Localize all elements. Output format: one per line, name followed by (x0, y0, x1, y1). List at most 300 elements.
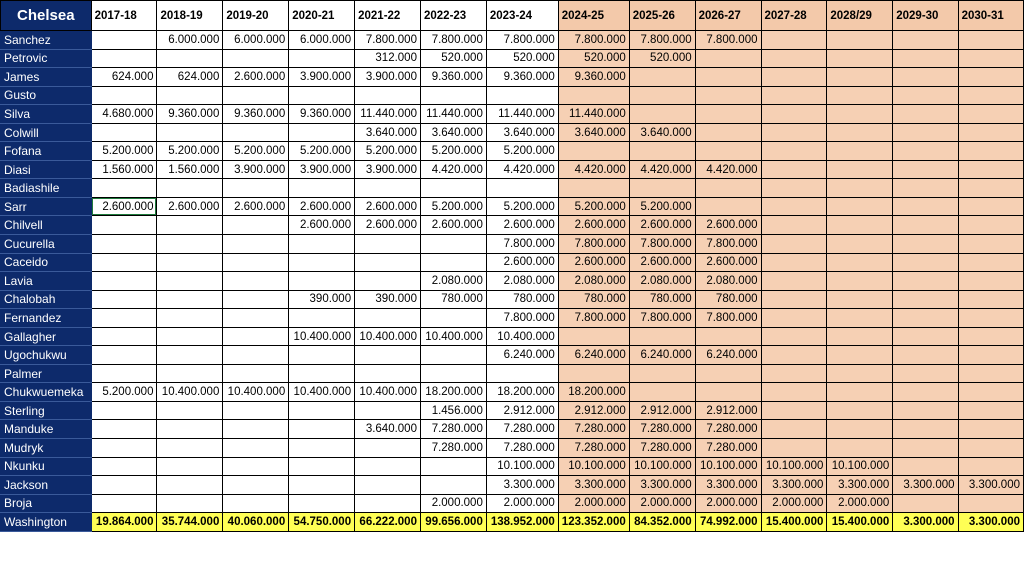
salary-cell[interactable]: 6.240.000 (629, 346, 695, 365)
salary-cell[interactable]: 5.200.000 (486, 197, 558, 216)
salary-cell[interactable] (629, 364, 695, 383)
salary-cell[interactable] (223, 327, 289, 346)
salary-cell[interactable]: 18.200.000 (558, 383, 629, 402)
salary-cell[interactable] (827, 179, 893, 198)
salary-cell[interactable]: 10.100.000 (827, 457, 893, 476)
salary-cell[interactable] (827, 290, 893, 309)
salary-cell[interactable]: 2.600.000 (695, 216, 761, 235)
salary-cell[interactable]: 520.000 (558, 49, 629, 68)
salary-cell[interactable] (893, 253, 958, 272)
player-name-cell[interactable]: Chilvell (1, 216, 92, 235)
total-cell[interactable]: 66.222.000 (355, 513, 421, 532)
salary-cell[interactable]: 2.080.000 (558, 272, 629, 291)
salary-cell[interactable]: 7.800.000 (629, 309, 695, 328)
salary-cell[interactable] (157, 364, 223, 383)
season-header[interactable]: 2024-25 (558, 1, 629, 31)
salary-cell[interactable]: 2.600.000 (355, 216, 421, 235)
salary-cell[interactable] (958, 457, 1023, 476)
salary-cell[interactable]: 2.000.000 (558, 494, 629, 513)
salary-cell[interactable] (761, 327, 827, 346)
salary-cell[interactable] (629, 86, 695, 105)
salary-cell[interactable]: 6.240.000 (486, 346, 558, 365)
salary-cell[interactable] (761, 290, 827, 309)
salary-cell[interactable] (289, 49, 355, 68)
salary-cell[interactable]: 5.200.000 (223, 142, 289, 161)
season-header[interactable]: 2025-26 (629, 1, 695, 31)
salary-cell[interactable] (355, 457, 421, 476)
salary-cell[interactable] (355, 272, 421, 291)
salary-cell[interactable] (893, 494, 958, 513)
salary-cell[interactable] (761, 346, 827, 365)
salary-cell[interactable] (827, 216, 893, 235)
salary-cell[interactable] (893, 364, 958, 383)
salary-cell[interactable]: 3.300.000 (827, 476, 893, 495)
salary-cell[interactable] (695, 364, 761, 383)
salary-cell[interactable]: 7.800.000 (695, 309, 761, 328)
salary-cell[interactable] (695, 86, 761, 105)
salary-cell[interactable] (893, 290, 958, 309)
salary-cell[interactable]: 10.400.000 (289, 383, 355, 402)
salary-cell[interactable]: 5.200.000 (629, 197, 695, 216)
salary-cell[interactable] (761, 364, 827, 383)
salary-cell[interactable] (91, 272, 157, 291)
salary-cell[interactable] (629, 142, 695, 161)
salary-cell[interactable]: 10.100.000 (558, 457, 629, 476)
salary-cell[interactable]: 3.640.000 (355, 420, 421, 439)
salary-cell[interactable]: 11.440.000 (355, 105, 421, 124)
player-name-cell[interactable]: Manduke (1, 420, 92, 439)
salary-cell[interactable] (157, 235, 223, 254)
salary-cell[interactable] (893, 105, 958, 124)
salary-cell[interactable] (91, 401, 157, 420)
salary-cell[interactable]: 2.912.000 (486, 401, 558, 420)
salary-cell[interactable] (289, 309, 355, 328)
salary-cell[interactable]: 520.000 (420, 49, 486, 68)
season-header[interactable]: 2021-22 (355, 1, 421, 31)
salary-cell[interactable] (827, 253, 893, 272)
salary-cell[interactable]: 3.640.000 (420, 123, 486, 142)
salary-cell[interactable]: 2.912.000 (629, 401, 695, 420)
salary-cell[interactable]: 3.900.000 (355, 68, 421, 87)
salary-cell[interactable]: 5.200.000 (157, 142, 223, 161)
salary-cell[interactable] (91, 364, 157, 383)
salary-cell[interactable] (355, 439, 421, 458)
salary-cell[interactable] (893, 457, 958, 476)
player-name-cell[interactable]: Chalobah (1, 290, 92, 309)
salary-cell[interactable] (420, 253, 486, 272)
salary-cell[interactable]: 312.000 (355, 49, 421, 68)
salary-cell[interactable] (289, 420, 355, 439)
salary-cell[interactable] (486, 364, 558, 383)
salary-cell[interactable] (958, 142, 1023, 161)
season-header[interactable]: 2020-21 (289, 1, 355, 31)
salary-cell[interactable] (695, 383, 761, 402)
salary-cell[interactable]: 780.000 (695, 290, 761, 309)
salary-cell[interactable] (827, 68, 893, 87)
salary-cell[interactable]: 2.912.000 (695, 401, 761, 420)
salary-cell[interactable]: 2.600.000 (91, 197, 157, 216)
salary-cell[interactable]: 2.600.000 (558, 253, 629, 272)
salary-cell[interactable] (355, 235, 421, 254)
salary-cell[interactable] (289, 346, 355, 365)
salary-cell[interactable] (827, 123, 893, 142)
player-name-cell[interactable]: Sterling (1, 401, 92, 420)
salary-cell[interactable] (893, 216, 958, 235)
salary-cell[interactable] (223, 364, 289, 383)
salary-cell[interactable] (761, 216, 827, 235)
salary-cell[interactable]: 2.080.000 (486, 272, 558, 291)
salary-cell[interactable]: 11.440.000 (558, 105, 629, 124)
salary-cell[interactable] (958, 179, 1023, 198)
total-cell[interactable]: 123.352.000 (558, 513, 629, 532)
salary-cell[interactable] (157, 327, 223, 346)
salary-cell[interactable]: 5.200.000 (355, 142, 421, 161)
salary-cell[interactable] (157, 123, 223, 142)
salary-cell[interactable] (695, 68, 761, 87)
salary-cell[interactable]: 9.360.000 (486, 68, 558, 87)
salary-cell[interactable]: 6.240.000 (695, 346, 761, 365)
salary-cell[interactable] (629, 68, 695, 87)
salary-cell[interactable]: 7.800.000 (486, 235, 558, 254)
salary-cell[interactable] (958, 309, 1023, 328)
salary-cell[interactable]: 2.000.000 (486, 494, 558, 513)
salary-cell[interactable] (420, 309, 486, 328)
salary-cell[interactable]: 3.640.000 (629, 123, 695, 142)
salary-cell[interactable] (629, 327, 695, 346)
salary-cell[interactable]: 7.280.000 (558, 439, 629, 458)
salary-cell[interactable] (827, 272, 893, 291)
salary-cell[interactable] (91, 123, 157, 142)
player-name-cell[interactable]: Caceido (1, 253, 92, 272)
salary-cell[interactable] (893, 123, 958, 142)
salary-cell[interactable] (91, 309, 157, 328)
salary-cell[interactable]: 10.100.000 (629, 457, 695, 476)
salary-cell[interactable] (958, 253, 1023, 272)
salary-cell[interactable]: 7.800.000 (558, 309, 629, 328)
salary-cell[interactable]: 780.000 (486, 290, 558, 309)
salary-cell[interactable] (91, 327, 157, 346)
salary-cell[interactable] (893, 197, 958, 216)
salary-cell[interactable] (91, 31, 157, 50)
salary-cell[interactable]: 7.280.000 (420, 439, 486, 458)
salary-cell[interactable]: 5.200.000 (420, 197, 486, 216)
salary-cell[interactable] (355, 346, 421, 365)
salary-cell[interactable] (958, 494, 1023, 513)
salary-cell[interactable] (761, 123, 827, 142)
salary-cell[interactable]: 18.200.000 (420, 383, 486, 402)
salary-cell[interactable]: 624.000 (157, 68, 223, 87)
salary-cell[interactable]: 2.600.000 (486, 216, 558, 235)
salary-cell[interactable] (289, 457, 355, 476)
salary-cell[interactable]: 390.000 (355, 290, 421, 309)
salary-cell[interactable] (486, 179, 558, 198)
salary-cell[interactable] (958, 105, 1023, 124)
salary-cell[interactable] (827, 401, 893, 420)
salary-cell[interactable] (420, 364, 486, 383)
salary-cell[interactable] (289, 476, 355, 495)
salary-cell[interactable] (761, 439, 827, 458)
salary-cell[interactable]: 7.800.000 (486, 309, 558, 328)
salary-cell[interactable] (958, 160, 1023, 179)
salary-cell[interactable] (958, 420, 1023, 439)
salary-cell[interactable] (761, 86, 827, 105)
salary-cell[interactable]: 9.360.000 (223, 105, 289, 124)
salary-cell[interactable] (223, 49, 289, 68)
salary-cell[interactable] (157, 494, 223, 513)
total-cell[interactable]: 3.300.000 (893, 513, 958, 532)
salary-cell[interactable]: 18.200.000 (486, 383, 558, 402)
salary-cell[interactable] (761, 309, 827, 328)
season-header[interactable]: 2022-23 (420, 1, 486, 31)
total-cell[interactable]: 40.060.000 (223, 513, 289, 532)
season-header[interactable]: 2017-18 (91, 1, 157, 31)
salary-cell[interactable] (223, 235, 289, 254)
player-name-cell[interactable]: Silva (1, 105, 92, 124)
salary-cell[interactable] (355, 401, 421, 420)
salary-cell[interactable] (223, 123, 289, 142)
salary-cell[interactable]: 4.420.000 (558, 160, 629, 179)
player-name-cell[interactable]: Gallagher (1, 327, 92, 346)
salary-cell[interactable]: 6.000.000 (157, 31, 223, 50)
salary-cell[interactable]: 3.300.000 (761, 476, 827, 495)
salary-cell[interactable]: 7.800.000 (558, 235, 629, 254)
salary-cell[interactable] (958, 68, 1023, 87)
salary-cell[interactable]: 3.900.000 (289, 68, 355, 87)
salary-cell[interactable] (558, 327, 629, 346)
salary-cell[interactable] (695, 197, 761, 216)
salary-cell[interactable] (157, 457, 223, 476)
salary-cell[interactable] (958, 346, 1023, 365)
salary-cell[interactable] (761, 142, 827, 161)
salary-cell[interactable] (289, 179, 355, 198)
salary-cell[interactable]: 10.100.000 (486, 457, 558, 476)
salary-cell[interactable] (289, 439, 355, 458)
salary-cell[interactable]: 1.560.000 (157, 160, 223, 179)
salary-cell[interactable]: 2.600.000 (289, 197, 355, 216)
salary-cell[interactable] (893, 179, 958, 198)
salary-cell[interactable]: 9.360.000 (289, 105, 355, 124)
total-cell[interactable]: 19.864.000 (91, 513, 157, 532)
salary-cell[interactable] (289, 253, 355, 272)
salary-cell[interactable]: 2.080.000 (629, 272, 695, 291)
salary-cell[interactable] (157, 253, 223, 272)
salary-cell[interactable] (695, 49, 761, 68)
player-name-cell[interactable]: Mudryk (1, 439, 92, 458)
salary-cell[interactable] (157, 401, 223, 420)
salary-cell[interactable] (958, 49, 1023, 68)
salary-cell[interactable] (223, 346, 289, 365)
player-name-cell[interactable]: Colwill (1, 123, 92, 142)
salary-cell[interactable] (827, 309, 893, 328)
salary-cell[interactable]: 7.800.000 (558, 31, 629, 50)
salary-cell[interactable]: 7.280.000 (695, 420, 761, 439)
salary-cell[interactable]: 2.600.000 (223, 68, 289, 87)
player-name-cell[interactable]: Fofana (1, 142, 92, 161)
salary-cell[interactable] (420, 476, 486, 495)
salary-cell[interactable] (893, 235, 958, 254)
salary-cell[interactable] (223, 179, 289, 198)
salary-cell[interactable] (629, 179, 695, 198)
salary-cell[interactable]: 2.080.000 (420, 272, 486, 291)
salary-cell[interactable]: 9.360.000 (420, 68, 486, 87)
salary-cell[interactable] (289, 123, 355, 142)
salary-cell[interactable] (827, 142, 893, 161)
salary-cell[interactable] (958, 383, 1023, 402)
salary-cell[interactable] (629, 105, 695, 124)
salary-cell[interactable] (223, 272, 289, 291)
player-name-cell[interactable]: Chukwuemeka (1, 383, 92, 402)
salary-cell[interactable] (157, 216, 223, 235)
salary-cell[interactable]: 520.000 (629, 49, 695, 68)
salary-cell[interactable] (486, 86, 558, 105)
salary-cell[interactable]: 2.912.000 (558, 401, 629, 420)
total-cell[interactable]: 84.352.000 (629, 513, 695, 532)
salary-cell[interactable] (420, 86, 486, 105)
salary-cell[interactable]: 2.600.000 (629, 253, 695, 272)
salary-cell[interactable] (629, 383, 695, 402)
salary-cell[interactable]: 5.200.000 (289, 142, 355, 161)
salary-cell[interactable] (827, 383, 893, 402)
salary-cell[interactable] (761, 197, 827, 216)
season-header[interactable]: 2026-27 (695, 1, 761, 31)
salary-cell[interactable] (289, 272, 355, 291)
salary-cell[interactable] (695, 123, 761, 142)
salary-cell[interactable] (223, 86, 289, 105)
salary-cell[interactable]: 2.000.000 (629, 494, 695, 513)
season-header[interactable]: 2018-19 (157, 1, 223, 31)
salary-cell[interactable]: 7.280.000 (486, 420, 558, 439)
salary-cell[interactable] (91, 476, 157, 495)
salary-cell[interactable]: 2.000.000 (827, 494, 893, 513)
salary-cell[interactable] (223, 253, 289, 272)
salary-cell[interactable]: 3.300.000 (958, 476, 1023, 495)
salary-cell[interactable]: 4.680.000 (91, 105, 157, 124)
salary-cell[interactable]: 10.400.000 (223, 383, 289, 402)
salary-cell[interactable] (558, 179, 629, 198)
salary-cell[interactable] (958, 401, 1023, 420)
salary-cell[interactable]: 9.360.000 (157, 105, 223, 124)
salary-cell[interactable] (420, 235, 486, 254)
total-cell[interactable]: 35.744.000 (157, 513, 223, 532)
salary-cell[interactable] (157, 49, 223, 68)
salary-cell[interactable] (223, 494, 289, 513)
salary-cell[interactable] (289, 86, 355, 105)
season-header[interactable]: 2019-20 (223, 1, 289, 31)
salary-cell[interactable] (91, 457, 157, 476)
salary-cell[interactable] (289, 235, 355, 254)
salary-cell[interactable] (958, 327, 1023, 346)
salary-cell[interactable] (958, 235, 1023, 254)
salary-cell[interactable] (827, 346, 893, 365)
salary-cell[interactable]: 5.200.000 (486, 142, 558, 161)
player-name-cell[interactable]: Palmer (1, 364, 92, 383)
salary-cell[interactable]: 3.300.000 (893, 476, 958, 495)
salary-cell[interactable] (223, 457, 289, 476)
salary-cell[interactable] (223, 309, 289, 328)
salary-cell[interactable] (958, 197, 1023, 216)
salary-cell[interactable]: 7.280.000 (629, 420, 695, 439)
salary-cell[interactable] (355, 86, 421, 105)
salary-cell[interactable] (893, 86, 958, 105)
salary-cell[interactable]: 780.000 (420, 290, 486, 309)
salary-cell[interactable]: 2.600.000 (695, 253, 761, 272)
total-cell[interactable]: 138.952.000 (486, 513, 558, 532)
salary-cell[interactable]: 2.000.000 (695, 494, 761, 513)
salary-cell[interactable] (91, 420, 157, 439)
salary-cell[interactable] (223, 216, 289, 235)
salary-cell[interactable]: 5.200.000 (558, 197, 629, 216)
salary-cell[interactable]: 1.456.000 (420, 401, 486, 420)
salary-cell[interactable] (695, 179, 761, 198)
salary-cell[interactable] (91, 179, 157, 198)
salary-cell[interactable]: 7.800.000 (486, 31, 558, 50)
salary-cell[interactable] (893, 31, 958, 50)
salary-cell[interactable] (761, 401, 827, 420)
salary-cell[interactable]: 780.000 (629, 290, 695, 309)
player-name-cell[interactable]: Ugochukwu (1, 346, 92, 365)
salary-cell[interactable]: 2.600.000 (223, 197, 289, 216)
salary-cell[interactable]: 3.300.000 (695, 476, 761, 495)
total-cell[interactable]: 15.400.000 (827, 513, 893, 532)
salary-cell[interactable]: 10.400.000 (289, 327, 355, 346)
salary-cell[interactable] (958, 272, 1023, 291)
salary-cell[interactable] (355, 253, 421, 272)
salary-cell[interactable] (827, 420, 893, 439)
salary-cell[interactable] (420, 346, 486, 365)
salary-cell[interactable]: 3.300.000 (629, 476, 695, 495)
salary-cell[interactable] (223, 476, 289, 495)
player-name-cell[interactable]: Jackson (1, 476, 92, 495)
salary-cell[interactable]: 390.000 (289, 290, 355, 309)
salary-cell[interactable]: 7.280.000 (695, 439, 761, 458)
salary-cell[interactable] (761, 272, 827, 291)
salary-cell[interactable]: 2.600.000 (420, 216, 486, 235)
total-cell[interactable]: 74.992.000 (695, 513, 761, 532)
salary-cell[interactable] (827, 235, 893, 254)
salary-cell[interactable]: 2.600.000 (355, 197, 421, 216)
salary-cell[interactable] (827, 49, 893, 68)
player-name-cell[interactable]: James (1, 68, 92, 87)
salary-cell[interactable] (157, 420, 223, 439)
salary-cell[interactable]: 3.300.000 (558, 476, 629, 495)
salary-cell[interactable] (827, 105, 893, 124)
salary-cell[interactable] (958, 31, 1023, 50)
player-name-cell[interactable]: Gusto (1, 86, 92, 105)
salary-cell[interactable] (761, 31, 827, 50)
salary-cell[interactable]: 7.800.000 (420, 31, 486, 50)
total-cell[interactable]: 15.400.000 (761, 513, 827, 532)
salary-cell[interactable]: 11.440.000 (486, 105, 558, 124)
player-name-cell[interactable]: Cucurella (1, 235, 92, 254)
salary-cell[interactable]: 10.400.000 (157, 383, 223, 402)
salary-cell[interactable] (223, 290, 289, 309)
salary-cell[interactable]: 2.600.000 (486, 253, 558, 272)
salary-cell[interactable] (893, 49, 958, 68)
salary-cell[interactable] (157, 86, 223, 105)
salary-cell[interactable]: 4.420.000 (695, 160, 761, 179)
salary-cell[interactable]: 10.400.000 (420, 327, 486, 346)
salary-cell[interactable] (893, 420, 958, 439)
salary-cell[interactable] (355, 179, 421, 198)
salary-cell[interactable] (157, 476, 223, 495)
salary-cell[interactable]: 9.360.000 (558, 68, 629, 87)
salary-cell[interactable] (289, 494, 355, 513)
salary-cell[interactable] (761, 253, 827, 272)
salary-cell[interactable] (827, 160, 893, 179)
salary-cell[interactable] (695, 327, 761, 346)
salary-cell[interactable] (289, 401, 355, 420)
salary-cell[interactable]: 3.900.000 (355, 160, 421, 179)
